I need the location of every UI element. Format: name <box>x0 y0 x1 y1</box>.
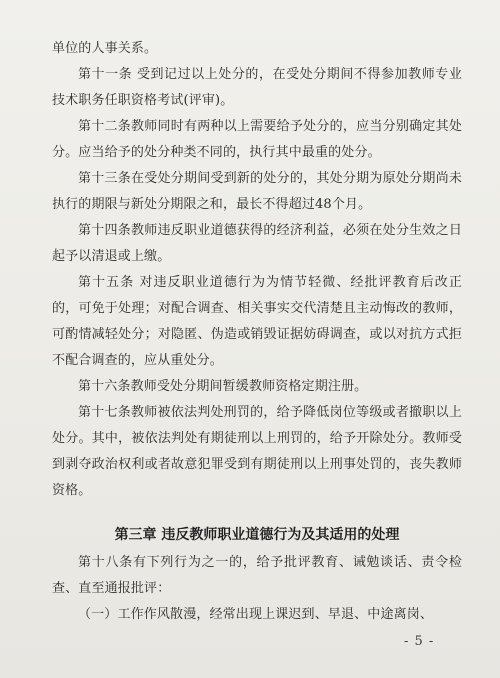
article-13: 第十三条在受处分期间受到新的处分的，其处分期为原处分期尚未执行的期限与新处分期限之和，最长不得超过48个月。 <box>52 171 462 212</box>
chapter-title: 第三章 违反教师职业道德行为及其适用的处理 <box>114 527 400 543</box>
article-16: 第十六条教师受处分期间暂缓教师资格定期注册。 <box>78 379 368 394</box>
document-body <box>52 36 462 628</box>
page-number: - 5 - <box>404 634 435 649</box>
article-11: 第十一条 受到记过以上处分的，在受处分期间不得参加教师专业技术职务任职资格考试(评审)。 <box>52 67 462 108</box>
article-12: 第十二条教师同时有两种以上需要给予处分的，应当分别确定其处分。应当给予的处分种类不同的，执行其中最重的处分。 <box>52 119 462 160</box>
article-17: 第十七条教师被依法判处刑罚的，给予降低岗位等级或者撤职以上处分。其中，被依法判处有期徒刑以上刑罚的，给予开除处分。教师受到剥夺政治权利或者故意犯罪受到有期徒刑以上刑事处罚的，丧失教师资格。 <box>52 405 462 498</box>
article-14: 第十四条教师违反职业道德获得的经济利益，必须在处分生效之日起予以清退或上缴。 <box>52 223 462 264</box>
article-18-item-1: （一）工作作风散漫，经常出现上课迟到、早退、中途离岗、 <box>78 607 434 622</box>
paragraph-continuation: 单位的人事关系。 <box>52 41 158 56</box>
article-15: 第十五条 对违反职业道德行为为情节轻微、经批评教育后改正的，可免于处理；对配合调查、相关事实交代清楚且主动悔改的教师，可酌情减轻处分；对隐匿、伪造或销毁证据妨碍调查，或以对抗方式拒不配合调查的，应从重处分。 <box>52 275 462 368</box>
article-18: 第十八条有下列行为之一的，给予批评教育、诫勉谈话、责令检查、直至通报批评： <box>52 555 462 596</box>
